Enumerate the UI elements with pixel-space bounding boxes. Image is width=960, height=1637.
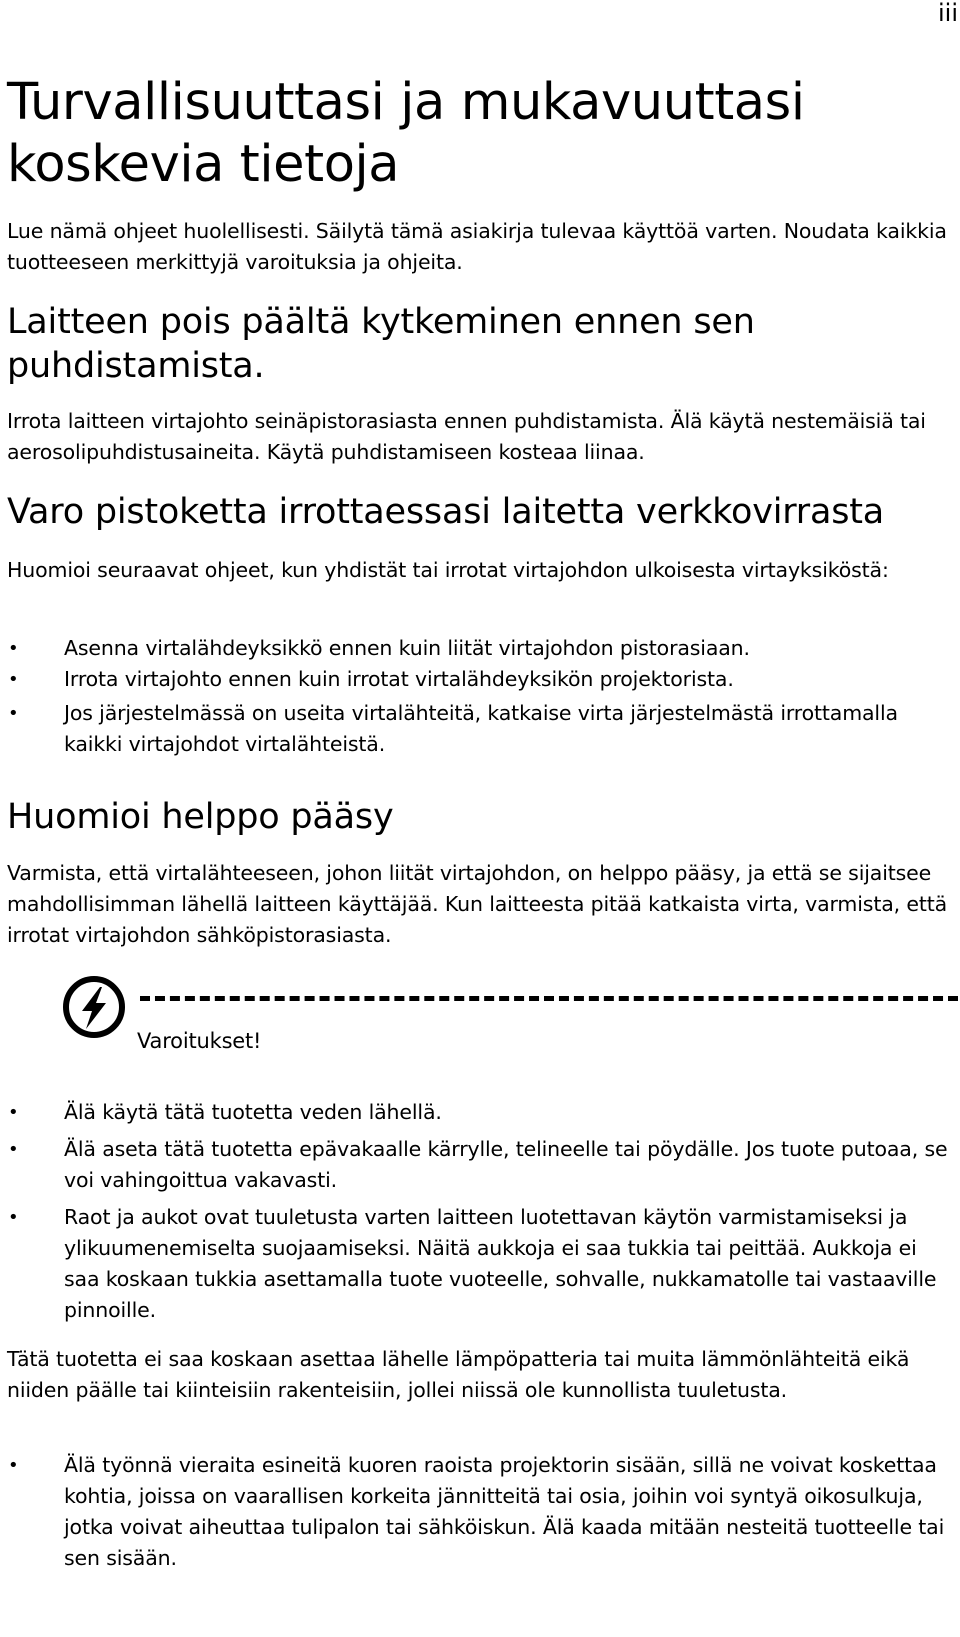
list-item: • Älä työnnä vieraita esineitä kuoren raoista projektorin sisään, sillä ne voivat koskettaa kohtia, joissa on vaarallisen korkeita jännitteitä tai osia, joihin voi syntyä oikosulkuja, jotka voivat aiheuttaa tulipalon tai sähköiskun. Älä kaada mitään nesteitä tuotteelle tai sen sisään.: [0, 1450, 949, 1574]
bullet-icon: •: [8, 669, 19, 690]
unplugging-bullet-list: [0, 633, 960, 760]
section-body-unplugging: Huomioi seuraavat ohjeet, kun yhdistät tai irrotat virtajohdon ulkoisesta virtayksiköstä:: [7, 558, 889, 582]
warning-label: Varoitukset!: [137, 1029, 262, 1053]
bullet-icon: •: [8, 638, 19, 659]
list-item: • Asenna virtalähdeyksikkö ennen kuin liität virtajohdon pistorasiaan.: [0, 633, 949, 664]
foreign-objects-bullet-list: [0, 1450, 960, 1574]
section-body-cleaning: Irrota laitteen virtajohto seinäpistorasiasta ennen puhdistamista. Älä käytä nestemäisiä tai aerosolipuhdistusaineita. Käytä puhdistamiseen kosteaa liinaa.: [7, 409, 926, 464]
section-body-access: Varmista, että virtalähteeseen, johon liität virtajohdon, on helppo pääsy, ja että se sijaitsee mahdollisimman lähellä laitteen käyttäjää. Kun laitteesta pitää katkaista virta, varmista, että irrotat virtajohdon sähköpistorasiasta.: [7, 861, 948, 947]
list-item: • Älä käytä tätä tuotetta veden lähellä.: [0, 1097, 949, 1128]
list-item: • Älä aseta tätä tuotetta epävakaalle kärrylle, telineelle tai pöydälle. Jos tuote putoaa, se voi vahingoittua vakavasti.: [0, 1134, 949, 1196]
list-item: • Jos järjestelmässä on useita virtalähteitä, katkaise virta järjestelmästä irrottamalla kaikki virtajohdot virtalähteistä.: [0, 698, 949, 760]
list-item: • Raot ja aukot ovat tuuletusta varten laitteen luotettavan käytön varmistamiseksi ja ylikuumenemiselta suojaamiseksi. Näitä aukkoja ei saa tukkia tai peittää. Aukkoja ei saa koskaan tukkia asettamalla tuote vuoteelle, sohvalle, nukkamatolle tai vastaaville pinnoille.: [0, 1202, 949, 1326]
intro-paragraph: Lue nämä ohjeet huolellisesti. Säilytä tämä asiakirja tulevaa käyttöä varten. Noudata kaikkia tuotteeseen merkittyjä varoituksia ja ohjeita.: [7, 219, 947, 274]
warning-lightning-icon: [62, 975, 126, 1039]
warning-bullet-list: [0, 1097, 960, 1332]
bullet-icon: •: [8, 1207, 19, 1228]
bullet-icon: •: [8, 703, 19, 724]
section-heading-cleaning: Laitteen pois päältä kytkeminen ennen sen puhdistamista.: [7, 302, 755, 386]
bullet-icon: •: [8, 1102, 19, 1123]
bullet-icon: •: [8, 1455, 19, 1476]
list-item: • Irrota virtajohto ennen kuin irrotat virtalähdeyksikön projektorista.: [0, 664, 949, 695]
section-heading-access: Huomioi helppo pääsy: [7, 797, 394, 837]
divider: [140, 996, 958, 1001]
bullet-icon: •: [8, 1139, 19, 1160]
section-heading-unplugging: Varo pistoketta irrottaessasi laitetta verkkovirrasta: [7, 492, 885, 532]
page-title: Turvallisuuttasi ja mukavuuttasi koskevia tietoja: [7, 73, 805, 194]
ventilation-paragraph: Tätä tuotetta ei saa koskaan asettaa lähelle lämpöpatteria tai muita lämmönlähteitä eikä niiden päälle tai kiinteisiin rakenteisiin, jollei niissä ole kunnollista tuuletusta.: [7, 1347, 910, 1402]
page-number: iii: [937, 0, 958, 27]
